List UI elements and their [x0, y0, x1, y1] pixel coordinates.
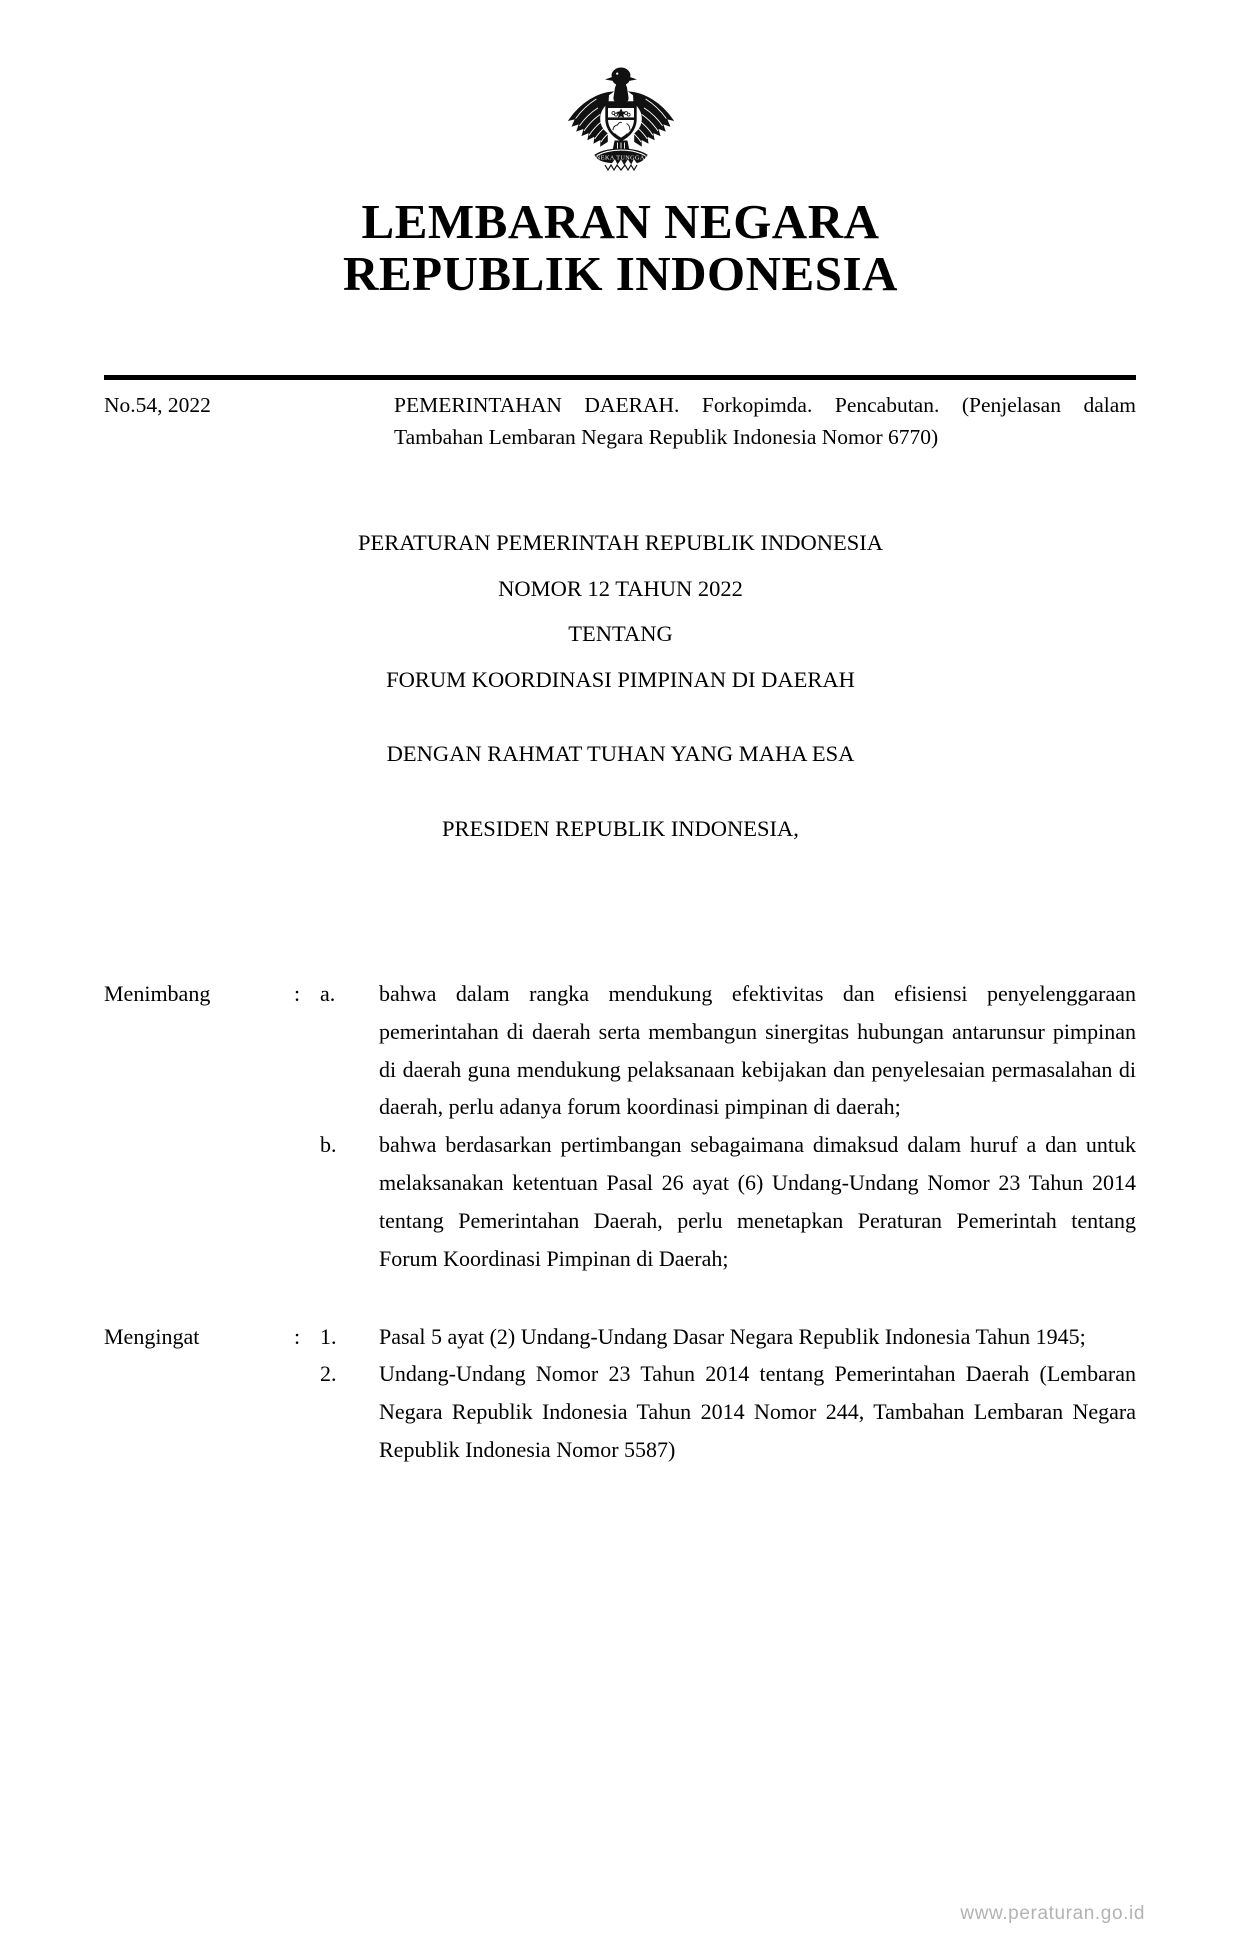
footer-watermark: www.peraturan.go.id	[960, 1903, 1145, 1924]
title-line-tentang: TENTANG	[568, 621, 673, 646]
regulation-title-block	[0, 532, 1241, 863]
clause-group-mengingat	[104, 1318, 1136, 1469]
title-line-subject: FORUM KOORDINASI PIMPINAN DI DAERAH	[386, 666, 855, 692]
clause-colon-menimbang: :	[294, 981, 301, 1006]
masthead-line-2: REPUBLIK INDONESIA	[343, 246, 898, 302]
gazette-subject: PEMERINTAHAN DAERAH. Forkopimda. Pencabutan. (Penjelasan dalam Tambahan Lembaran Negara Republik Indonesia Nomor 6770)	[394, 393, 1136, 449]
clause-marker: 2.	[320, 1361, 337, 1387]
clause-marker: 1.	[320, 1323, 337, 1349]
clause-section	[104, 975, 1136, 1509]
gazette-meta	[104, 390, 1136, 454]
clause-group-menimbang	[104, 975, 1136, 1278]
clause-text: bahwa dalam rangka mendukung efektivitas dan efisiensi penyelenggaraan pemerintahan di daerah serta membangun sinergitas hubungan antarunsur pimpinan di daerah guna mendukung pelaksanaan kebijakan dan penyelesaian permasalahan di daerah, perlu adanya forum koordinasi pimpinan di daerah;	[379, 981, 1136, 1120]
masthead-title	[0, 196, 1241, 301]
clause-items-mengingat	[320, 1318, 1136, 1469]
clause-text: Pasal 5 ayat (2) Undang-Undang Dasar Negara Republik Indonesia Tahun 1945;	[379, 1323, 1086, 1349]
clause-item	[320, 1126, 1136, 1277]
clause-label-mengingat: Mengingat	[104, 1323, 200, 1349]
emblem-container	[0, 62, 1241, 188]
title-line-president: PRESIDEN REPUBLIK INDONESIA,	[442, 815, 799, 841]
clause-text: bahwa berdasarkan pertimbangan sebagaimana dimaksud dalam huruf a dan untuk melaksanakan ketentuan Pasal 26 ayat (6) Undang-Undang Nomor 23 Tahun 2014 tentang Pemerintahan Daerah, perlu menetapkan Peraturan Pemerintah tentang Forum Koordinasi Pimpinan di Daerah;	[379, 1132, 1136, 1271]
clause-items-menimbang	[320, 975, 1136, 1278]
clause-marker: b.	[320, 1132, 337, 1158]
gazette-number: No.54, 2022	[104, 393, 211, 417]
clause-colon-mengingat: :	[294, 1323, 301, 1349]
masthead-line-1: LEMBARAN NEGARA	[361, 194, 880, 249]
title-line-invocation: DENGAN RAHMAT TUHAN YANG MAHA ESA	[386, 741, 855, 766]
svg-text:BHINNEKA TUNGGAL IKA: BHINNEKA TUNGGAL IKA	[578, 154, 663, 162]
masthead-divider	[104, 375, 1136, 380]
clause-text: Undang-Undang Nomor 23 Tahun 2014 tentang Pemerintahan Daerah (Lembaran Negara Republik Indonesia Tahun 2014 Nomor 244, Tambahan Lembaran Negara Republik Indonesia Nomor 5587)	[379, 1361, 1136, 1463]
clause-label-menimbang: Menimbang	[104, 981, 211, 1006]
title-line-number: NOMOR 12 TAHUN 2022	[498, 575, 743, 601]
clause-marker: a.	[320, 981, 336, 1006]
garuda-pancasila-emblem	[555, 62, 687, 188]
clause-item	[320, 1355, 1136, 1468]
clause-item	[320, 975, 1136, 1126]
clause-item	[320, 1318, 1136, 1356]
title-line-regulation: PERATURAN PEMERINTAH REPUBLIK INDONESIA	[357, 530, 884, 555]
